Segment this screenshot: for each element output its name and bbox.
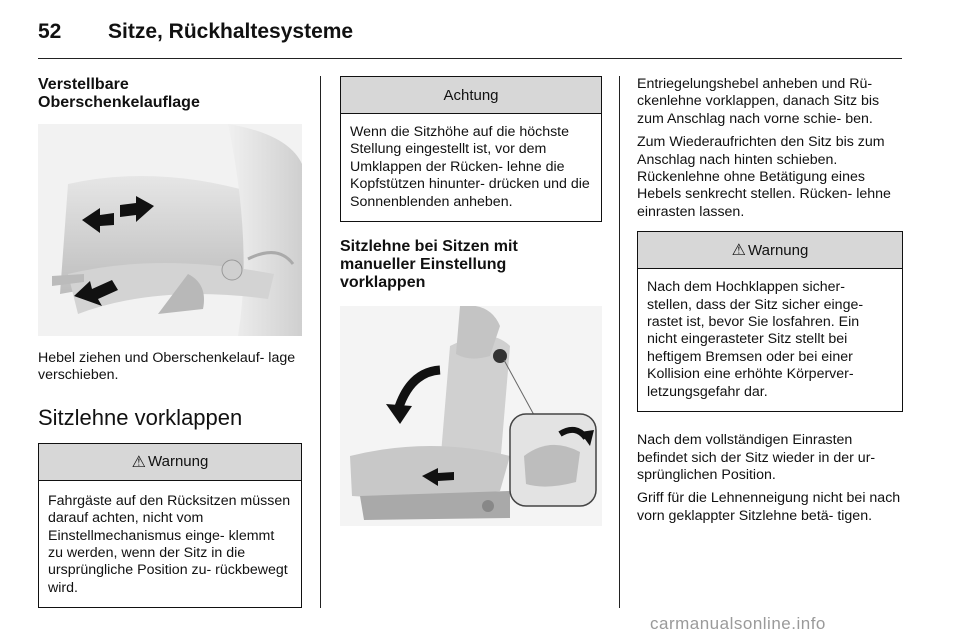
- page-number: 52: [38, 20, 62, 43]
- thigh-support-instruction: Hebel ziehen und Oberschenkelauf- lage verschieben.: [38, 350, 296, 384]
- page-header: [38, 20, 902, 60]
- warning-triangle-icon: ⚠: [731, 242, 747, 260]
- caution-text: Wenn die Sitzhöhe auf die höchste Stellung eingestellt ist, vor dem Umklappen der Rücken- lehne die Kopfstützen hinunter- drücken und die Sonnenblenden anheben.: [350, 124, 590, 210]
- warning-title: Warnung: [148, 453, 209, 471]
- warning-box-header: [638, 232, 902, 269]
- folding-seat-illustration: [340, 306, 602, 526]
- column-divider-2: [619, 76, 620, 608]
- warning-text: Nach dem Hochklappen sicher- stellen, dass der Sitz sicher einge- rastet ist, bevor Sie losfahren. Ein nicht eingerasteter Sitz stellt bei heftigem Bremsen oder bei einer Kollision eine erhöhte Körperver- letzungsgefahr dar.: [647, 279, 864, 400]
- thigh-support-illustration: [38, 124, 302, 336]
- header-rule: [38, 58, 902, 59]
- raise-seat-instruction: Zum Wiederaufrichten den Sitz bis zum Anschlag nach hinten schieben. Rückenlehne ohne Betätigung eines Hebels senkrecht stellen. Rücken- lehne einrasten lassen.: [637, 134, 891, 220]
- caution-box-header: [341, 77, 601, 114]
- section-heading-thigh-support: Verstellbare Oberschenkelauflage: [38, 76, 200, 111]
- warning-triangle-icon: ⚠: [131, 453, 147, 471]
- column-3: [637, 76, 903, 525]
- column-divider-1: [320, 76, 321, 608]
- release-lever-instruction: Entriegelungshebel anheben und Rü- ckenlehne vorklappen, danach Sitz bis zum Anschlag nach vorne schie- ben.: [637, 76, 880, 127]
- warning-box-header: [39, 444, 301, 481]
- section-heading-fold-backrest: Sitzlehne vorklappen: [38, 404, 243, 430]
- caution-box-seat-height: [340, 76, 602, 222]
- latch-result-text: Nach dem vollständigen Einrasten befindet sich der Sitz wieder in der ur- sprünglichen Position.: [637, 432, 876, 483]
- section-heading-manual-seat-fold: Sitzlehne bei Sitzen mit manueller Einstellung vorklappen: [340, 238, 518, 292]
- warning-text: Fahrgäste auf den Rücksitzen müssen darauf achten, nicht vom Einstellmechanismus einge- klemmt zu werden, wenn der Sitz in die ursprüngliche Position zu- rückbewegt wird.: [48, 492, 291, 596]
- column-2: [340, 76, 602, 526]
- warning-box-seat-latch: [637, 231, 903, 412]
- page-title: Sitze, Rückhaltesysteme: [108, 20, 354, 43]
- recline-handle-note: Griff für die Lehnenneigung nicht bei nach vorn geklappter Sitzlehne betä- tigen.: [637, 490, 901, 524]
- warning-title: Warnung: [748, 241, 809, 259]
- seat-fold-illustration: [340, 306, 602, 526]
- caution-title: Achtung: [443, 86, 499, 104]
- watermark: carmanualsonline.info: [650, 614, 826, 633]
- warning-box-rear-passengers: [38, 443, 302, 608]
- seat-cushion-illustration: [38, 124, 302, 336]
- column-1: [38, 76, 302, 608]
